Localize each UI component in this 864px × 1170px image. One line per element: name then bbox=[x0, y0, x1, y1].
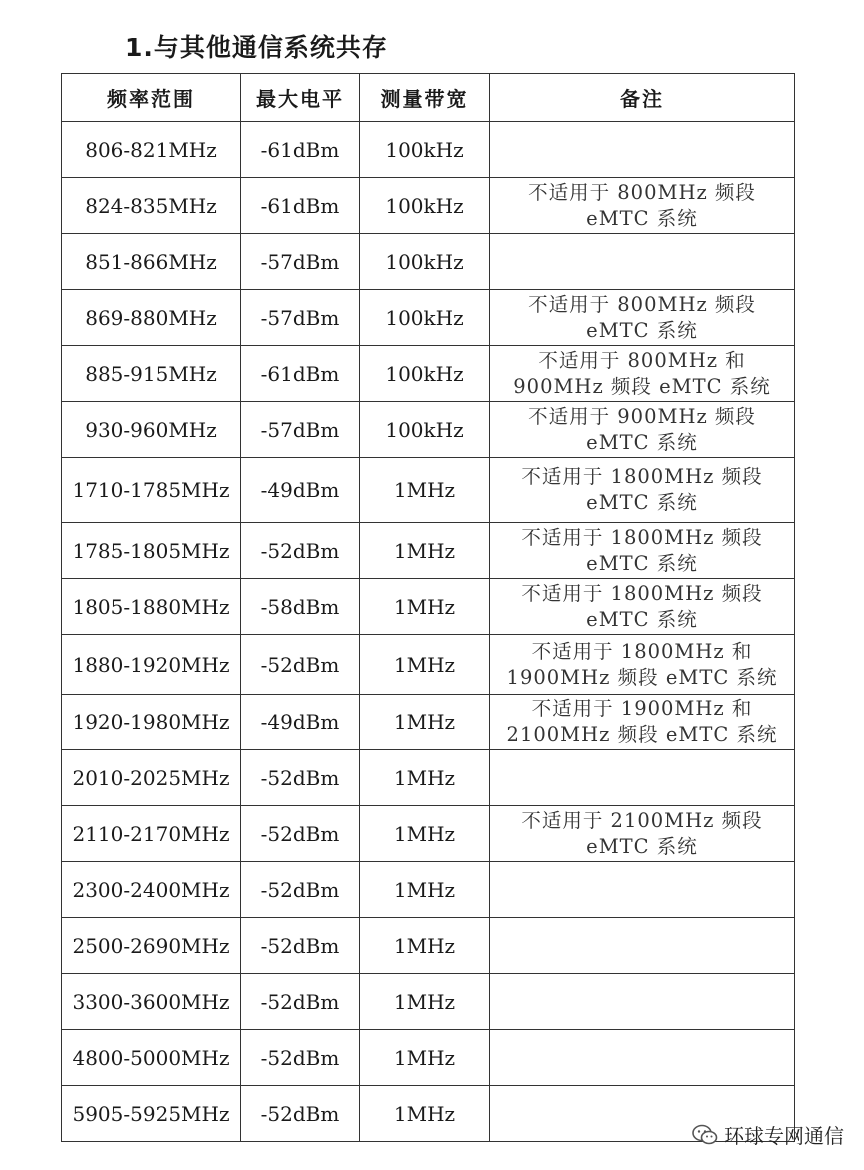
table-row bbox=[62, 806, 795, 862]
bandwidth-cell: 1MHz bbox=[360, 635, 490, 695]
frequency-cell: 851-866MHz bbox=[62, 234, 241, 290]
frequency-cell: 885-915MHz bbox=[62, 346, 241, 402]
table-row bbox=[62, 178, 795, 234]
level-cell: -52dBm bbox=[241, 1030, 360, 1086]
remark-cell: 不适用于 1800MHz 和 1900MHz 频段 eMTC 系统 bbox=[490, 635, 795, 695]
remark-cell bbox=[490, 1030, 795, 1086]
remark-cell bbox=[490, 862, 795, 918]
bandwidth-cell: 1MHz bbox=[360, 523, 490, 579]
level-cell: -52dBm bbox=[241, 918, 360, 974]
frequency-cell: 1880-1920MHz bbox=[62, 635, 241, 695]
table-row bbox=[62, 290, 795, 346]
wechat-icon bbox=[692, 1124, 718, 1146]
table-row bbox=[62, 122, 795, 178]
table-row bbox=[62, 635, 795, 695]
remark-cell bbox=[490, 750, 795, 806]
bandwidth-cell: 100kHz bbox=[360, 234, 490, 290]
bandwidth-cell: 100kHz bbox=[360, 122, 490, 178]
level-cell: -58dBm bbox=[241, 579, 360, 635]
remark-cell: 不适用于 900MHz 频段 eMTC 系统 bbox=[490, 402, 795, 458]
frequency-cell: 2300-2400MHz bbox=[62, 862, 241, 918]
bandwidth-cell: 1MHz bbox=[360, 695, 490, 750]
header-max-level: 最大电平 bbox=[241, 74, 360, 122]
remark-cell: 不适用于 2100MHz 频段 eMTC 系统 bbox=[490, 806, 795, 862]
frequency-cell: 2500-2690MHz bbox=[62, 918, 241, 974]
frequency-cell: 1805-1880MHz bbox=[62, 579, 241, 635]
level-cell: -57dBm bbox=[241, 290, 360, 346]
frequency-cell: 2110-2170MHz bbox=[62, 806, 241, 862]
bandwidth-cell: 1MHz bbox=[360, 579, 490, 635]
level-cell: -52dBm bbox=[241, 974, 360, 1030]
frequency-cell: 2010-2025MHz bbox=[62, 750, 241, 806]
frequency-cell: 1785-1805MHz bbox=[62, 523, 241, 579]
frequency-cell: 869-880MHz bbox=[62, 290, 241, 346]
page-title: 1.与其他通信系统共存 bbox=[125, 33, 388, 62]
table-row bbox=[62, 918, 795, 974]
frequency-cell: 5905-5925MHz bbox=[62, 1086, 241, 1142]
remark-cell bbox=[490, 122, 795, 178]
level-cell: -61dBm bbox=[241, 122, 360, 178]
table-row bbox=[62, 458, 795, 523]
table-row bbox=[62, 862, 795, 918]
remark-cell bbox=[490, 918, 795, 974]
table-row bbox=[62, 695, 795, 750]
level-cell: -52dBm bbox=[241, 523, 360, 579]
bandwidth-cell: 1MHz bbox=[360, 1086, 490, 1142]
level-cell: -52dBm bbox=[241, 750, 360, 806]
remark-cell: 不适用于 800MHz 和 900MHz 频段 eMTC 系统 bbox=[490, 346, 795, 402]
remark-cell bbox=[490, 974, 795, 1030]
frequency-cell: 3300-3600MHz bbox=[62, 974, 241, 1030]
level-cell: -49dBm bbox=[241, 695, 360, 750]
remark-cell: 不适用于 1800MHz 频段 eMTC 系统 bbox=[490, 458, 795, 523]
frequency-cell: 1710-1785MHz bbox=[62, 458, 241, 523]
header-remarks: 备注 bbox=[490, 74, 795, 122]
table-row bbox=[62, 523, 795, 579]
frequency-cell: 4800-5000MHz bbox=[62, 1030, 241, 1086]
frequency-cell: 824-835MHz bbox=[62, 178, 241, 234]
frequency-cell: 1920-1980MHz bbox=[62, 695, 241, 750]
remark-cell: 不适用于 1800MHz 频段 eMTC 系统 bbox=[490, 523, 795, 579]
bandwidth-cell: 1MHz bbox=[360, 918, 490, 974]
bandwidth-cell: 1MHz bbox=[360, 862, 490, 918]
table-header-row bbox=[62, 74, 795, 122]
bandwidth-cell: 1MHz bbox=[360, 750, 490, 806]
frequency-cell: 930-960MHz bbox=[62, 402, 241, 458]
table-row bbox=[62, 1086, 795, 1142]
table-row bbox=[62, 402, 795, 458]
table-row bbox=[62, 1030, 795, 1086]
remark-cell: 不适用于 800MHz 频段 eMTC 系统 bbox=[490, 290, 795, 346]
level-cell: -57dBm bbox=[241, 234, 360, 290]
table-row bbox=[62, 579, 795, 635]
watermark bbox=[692, 1120, 844, 1149]
level-cell: -52dBm bbox=[241, 806, 360, 862]
remark-cell: 不适用于 1900MHz 和 2100MHz 频段 eMTC 系统 bbox=[490, 695, 795, 750]
bandwidth-cell: 1MHz bbox=[360, 806, 490, 862]
table-row bbox=[62, 234, 795, 290]
bandwidth-cell: 100kHz bbox=[360, 402, 490, 458]
bandwidth-cell: 1MHz bbox=[360, 458, 490, 523]
watermark-text: 环球专网通信 bbox=[724, 1124, 844, 1148]
remark-cell bbox=[490, 234, 795, 290]
frequency-cell: 806-821MHz bbox=[62, 122, 241, 178]
bandwidth-cell: 100kHz bbox=[360, 290, 490, 346]
remark-cell: 不适用于 800MHz 频段 eMTC 系统 bbox=[490, 178, 795, 234]
level-cell: -57dBm bbox=[241, 402, 360, 458]
level-cell: -52dBm bbox=[241, 635, 360, 695]
level-cell: -49dBm bbox=[241, 458, 360, 523]
table-row bbox=[62, 750, 795, 806]
remark-cell: 不适用于 1800MHz 频段 eMTC 系统 bbox=[490, 579, 795, 635]
level-cell: -52dBm bbox=[241, 862, 360, 918]
table-row bbox=[62, 974, 795, 1030]
header-frequency-range: 频率范围 bbox=[62, 74, 241, 122]
level-cell: -61dBm bbox=[241, 178, 360, 234]
header-measurement-bandwidth: 测量带宽 bbox=[360, 74, 490, 122]
bandwidth-cell: 1MHz bbox=[360, 1030, 490, 1086]
level-cell: -52dBm bbox=[241, 1086, 360, 1142]
level-cell: -61dBm bbox=[241, 346, 360, 402]
coexistence-table bbox=[61, 73, 795, 1142]
bandwidth-cell: 1MHz bbox=[360, 974, 490, 1030]
bandwidth-cell: 100kHz bbox=[360, 346, 490, 402]
table-row bbox=[62, 346, 795, 402]
bandwidth-cell: 100kHz bbox=[360, 178, 490, 234]
